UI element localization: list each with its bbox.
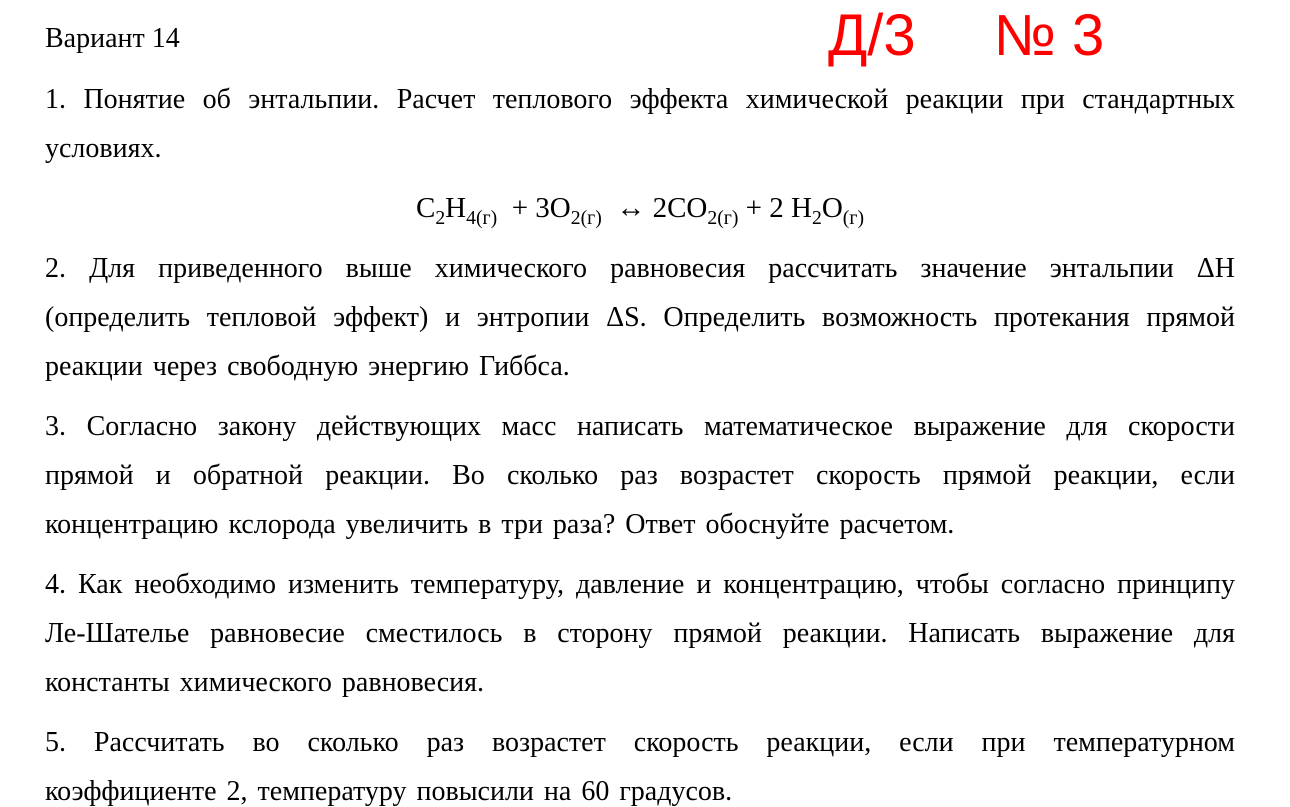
- paragraph-5-temperature-coefficient: 5. Рассчитать во сколько раз возрастет скорость реакции, если при температурном коэффициенте 2, температуру повысили на 60 градусов.: [45, 727, 1235, 807]
- paragraph-3-mass-action-law: 3. Согласно закону действующих масс написать математическое выражение для скорости прямой и обратной реакции. Во сколько раз возрастет скорость прямой реакции, если концентрацию кслорода увеличить в три раза? Ответ обоснуйте расчетом.: [45, 411, 1235, 540]
- paragraph-4-le-chatelier: 4. Как необходимо изменить температуру, давление и концентрацию, чтобы согласно принципу Ле-Шателье равновесие сместилось в сторону прямой реакции. Написать выражение для константы химического равновесия.: [45, 569, 1235, 698]
- annotation-number-label: № 3: [993, 3, 1105, 68]
- equation-segment: O: [821, 192, 843, 224]
- annotation-homework-label: Д/3: [828, 3, 916, 68]
- equation-subscript: 2(г): [570, 206, 602, 229]
- equation-subscript: 2: [435, 206, 446, 229]
- equation-segment: C: [415, 192, 436, 224]
- equation-segment: ↔ 2CO: [601, 192, 708, 224]
- paragraph-1-enthalpy-concept: 1. Понятие об энтальпии. Расчет теплового эффекта химической реакции при стандартных условиях.: [45, 84, 1235, 164]
- chemical-equation: [45, 184, 1235, 233]
- variant-title: Вариант 14: [45, 23, 180, 54]
- equation-subscript: 2(г): [707, 206, 739, 229]
- equation-segment: H: [445, 192, 467, 224]
- homework-annotation: [828, 0, 1104, 72]
- equation-segment: + 3O: [497, 192, 571, 224]
- equation-segment: + 2 H: [738, 192, 812, 224]
- equation-subscript: 2: [811, 206, 822, 229]
- equation-subscript: (г): [842, 206, 865, 229]
- equation-subscript: 4(г): [466, 206, 498, 229]
- paragraph-2-enthalpy-entropy-gibbs: 2. Для приведенного выше химического равновесия рассчитать значение энтальпии ΔH (определить тепловой эффект) и энтропии ΔS. Определить возможность протекания прямой реакции через свободную энергию Гиббса.: [45, 253, 1235, 382]
